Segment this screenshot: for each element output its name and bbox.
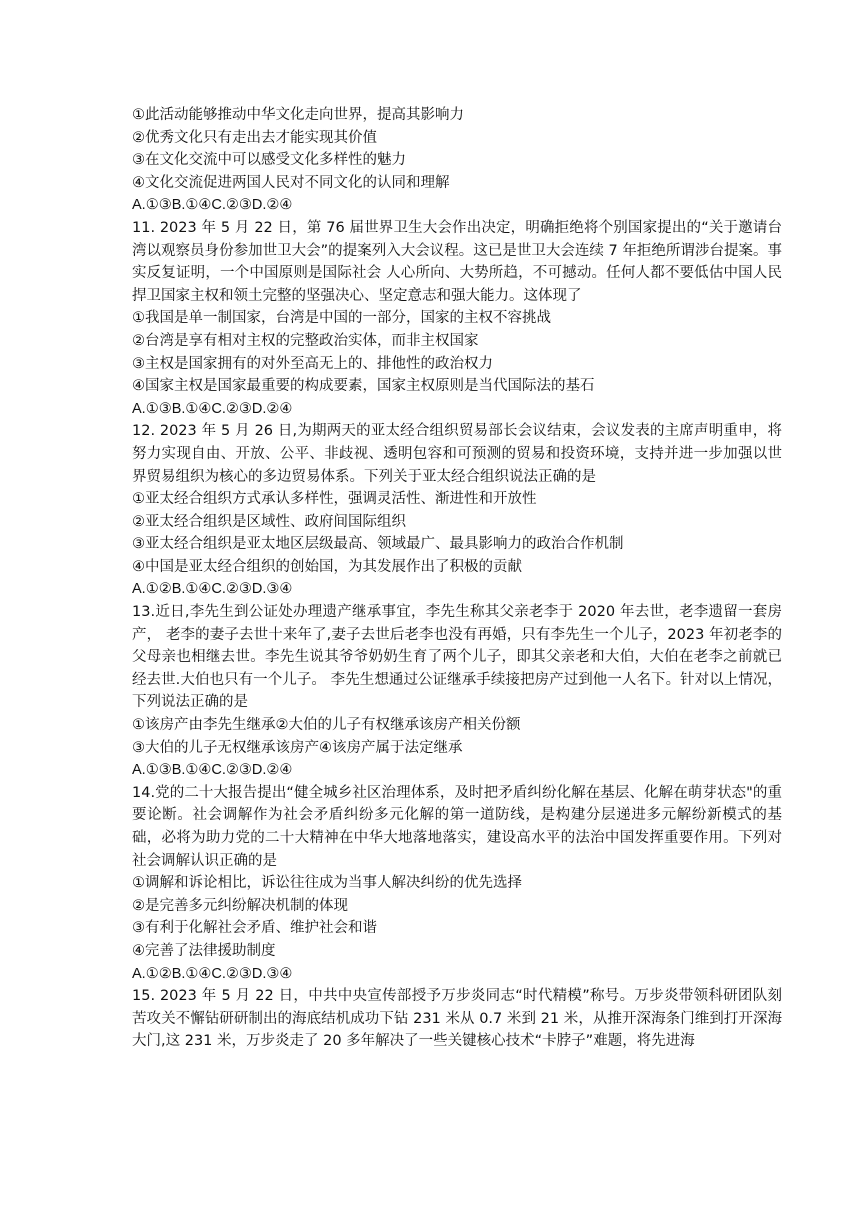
question-14 [132,782,782,985]
statement: ①该房产由李先生继承②大伯的儿子有权继承该房产相关份额 [132,717,521,734]
statement: ①我国是单一制国家，台湾是中国的一部分，国家的主权不容挑战 [132,310,551,327]
question-stem: 14.党的二十大报告提出“健全城乡社区治理体系，及时把矛盾纠纷化解在基层、化解在萌芽状态"的重要论断。社会调解作为社会矛盾纠纷多元化解的第一道防线，是构建分层递进多元解纷新模式的基础，必将为助力党的二十大精神在中华大地落地落实，建设高水平的法治中国发挥重要作用。下列对社会调解认识正确的是 [132,784,782,869]
statement: ①亚太经合组织方式承认多样性，强调灵活性、渐进性和开放性 [132,491,537,508]
statement: ④完善了法律援助制度 [132,942,276,959]
question-10-tail [132,104,782,217]
question-stem: 13.近日,李先生到公证处办理遗产继承事宜，李先生称其父亲老李于 2020 年去世，老李遗留一套房产， 老李的妻子去世十来年了,妻子去世后老李也没有再婚，只有李先生一个儿子，2023 年初老李的父母亲也相继去世。李先生说其爷爷奶奶生育了两个儿子，即其父亲老和大伯，大伯在老李之前就已经去世.大伯也只有一个儿子。 李先生想通过公证继承手续接把房产过到他一人名下。针对以上情况，下列说法正确的是 [132,604,782,711]
question-stem: 12. 2023 年 5 月 26 日,为期两天的亚太经合组织贸易部长会议结束，会议发表的主席声明重申，将努力实现自由、开放、公平、非歧视、透明包容和可预测的贸易和投资环境，支持并进一步加强以世界贸易组织为核心的多边贸易体系。下列关于亚太经合组织说法正确的是 [132,423,782,485]
question-12 [132,420,782,601]
statement: ③大伯的儿子无权继承该房产④该房产属于法定继承 [132,739,463,756]
statement: ②亚太经合组织是区域性、政府间国际组织 [132,513,406,530]
statement: ③有利于化解社会矛盾、维护社会和谐 [132,920,377,937]
statement: ①调解和诉论相比，诉讼往往成为当事人解决纠纷的优先选择 [132,875,522,892]
statement: ③在文化交流中可以感受文化多样性的魅力 [132,152,406,169]
statement: ①此活动能够推动中华文化走向世界，提高其影响力 [132,107,464,123]
statement: ④国家主权是国家最重要的构成要素，国家主权原则是当代国际法的基石 [132,378,595,395]
answer-options: A.①③B.①④C.②③D.②④ [132,762,293,779]
answer-options: A.①②B.①④C.②③D.③④ [132,581,293,598]
statement: ④中国是亚太经合组织的创始国，为其发展作出了积极的贡献 [132,558,522,575]
statement: ②台湾是享有相对主权的完整政治实体，而非主权国家 [132,332,479,349]
answer-options: A.①③B.①④C.②③D.②④ [132,400,293,417]
answer-options: A.①③B.①④C.②③D.②④ [132,197,293,214]
question-15 [132,985,782,1053]
question-stem: 11. 2023 年 5 月 22 日，第 76 届世界卫生大会作出决定，明确拒绝将个别国家提出的“关于邀请台湾以观察员身份参加世卫大会”的提案列入大会议程。这已是世卫大会连续 7 年拒绝所谓涉台提案。事实反复证明，一个中国原则是国际社会 人心所向、大势所趋，不可撼动。任何人都不要低估中国人民捍卫国家主权和领土完整的坚强决心、坚定意志和强大能力。这体现了 [132,219,782,304]
statement: ③亚太经合组织是亚太地区层级最高、领域最广、最具影响力的政治合作机制 [132,536,624,553]
answer-options: A.①②B.①④C.②③D.③④ [132,965,293,982]
statement: ④文化交流促进两国人民对不同文化的认同和理解 [132,174,450,191]
statement: ③主权是国家拥有的对外至高无上的、排他性的政治权力 [132,355,493,372]
question-stem: 15. 2023 年 5 月 22 日，中共中央宣传部授予万步炎同志“时代精模”称号。万步炎带领科研团队刻苦攻关不懈钻研研制出的海底结机成功下钻 231 米从 0.7 米到 21 米，从推开深海条门维到打开深海大门,这 231 米，万步炎走了 20 多年解决了一些关键核心技术“卡脖子”难题，将先进海 [132,988,782,1050]
statement: ②是完善多元纠纷解决机制的体现 [132,897,348,914]
question-13 [132,601,782,782]
exam-content [132,104,782,1053]
question-11 [132,217,782,420]
statement: ②优秀文化只有走出去才能实现其价值 [132,129,377,146]
